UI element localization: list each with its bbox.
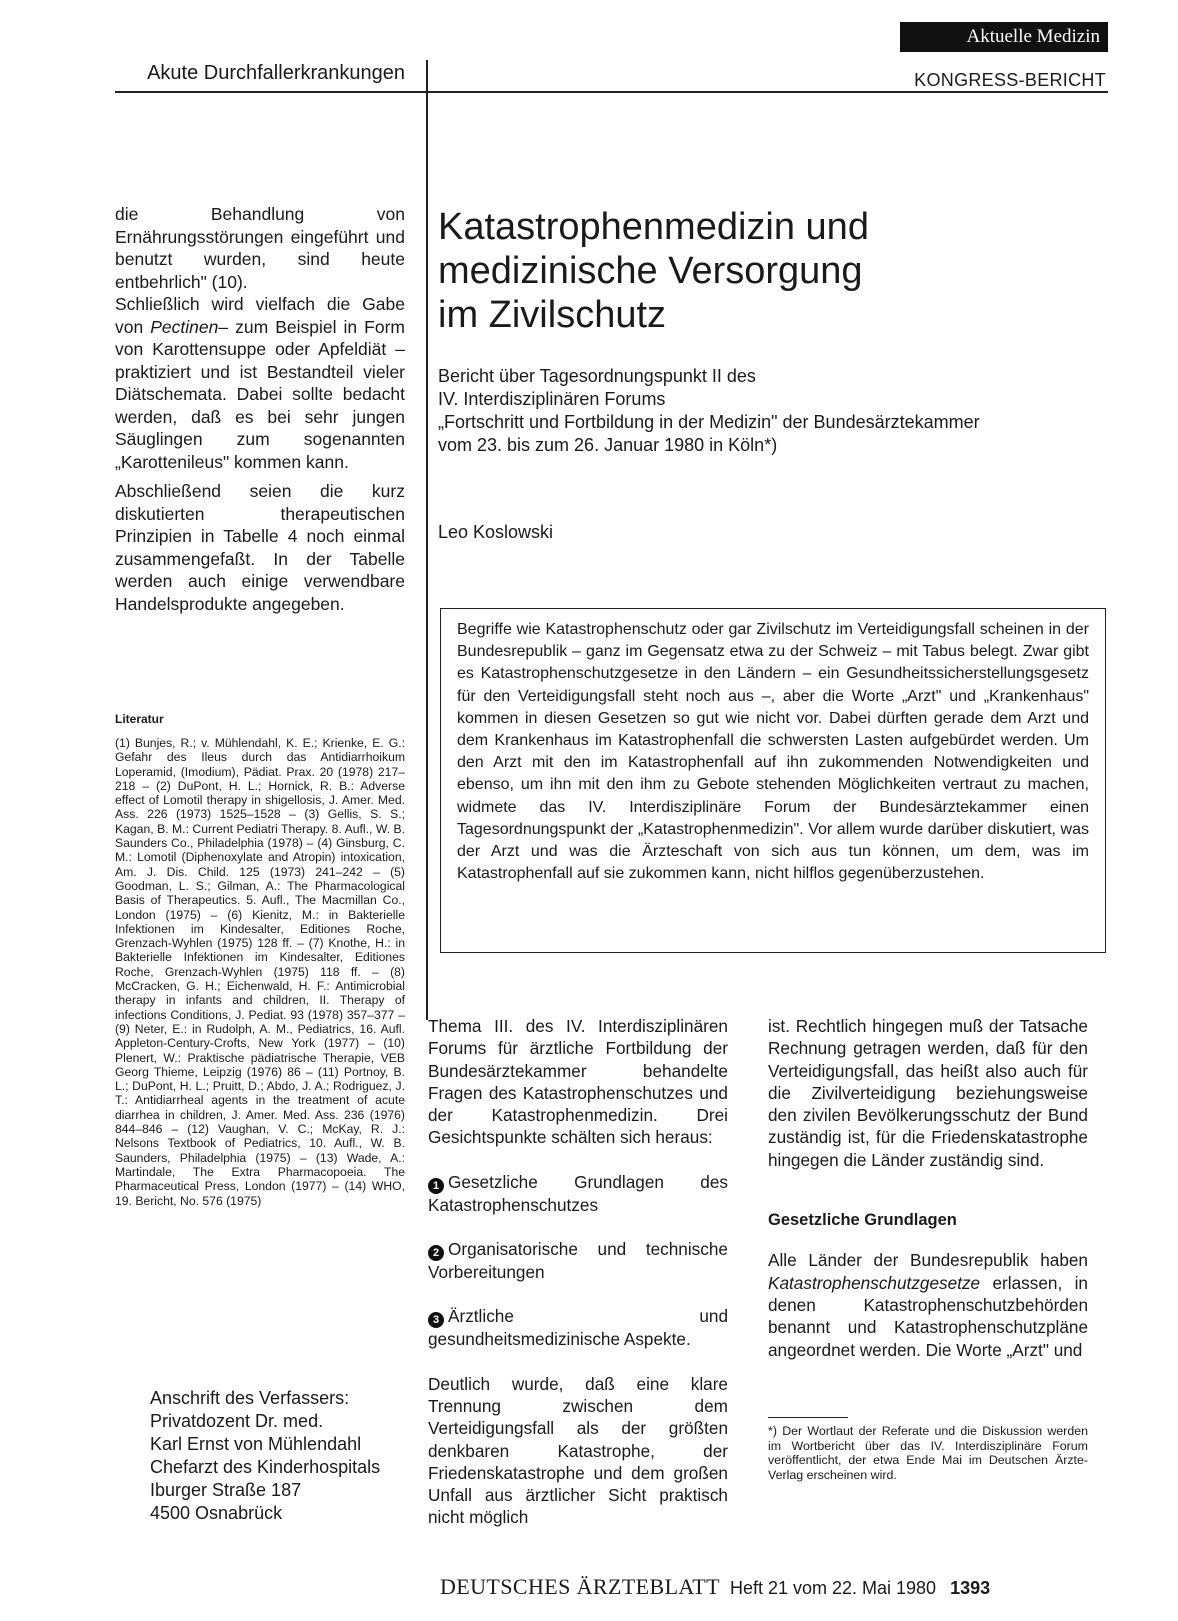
body-column-right [768, 1015, 1088, 1361]
point-3: 3 Ärztliche und gesundheitsmedizinische Aspekte. [428, 1306, 728, 1350]
header-rule-left [115, 91, 426, 93]
address-line: Karl Ernst von Mühlendahl [150, 1434, 362, 1454]
left-p1-text: die Behandlung von Ernährungsstörungen eingeführt und benutzt wurden, sind heute entbehrlich" (10). [115, 204, 405, 292]
point-1: 1 Gesetzliche Grundlagen des Katastrophenschutzes [428, 1171, 728, 1215]
journal-name: DEUTSCHES ÄRZTEBLATT [440, 1574, 720, 1599]
number-1-icon: 1 [428, 1178, 444, 1194]
subtitle-line: „Fortschritt und Fortbildung in der Medizin" der Bundesärztekammer [438, 412, 980, 432]
footnote-rule [768, 1417, 848, 1418]
header-rule-right [428, 91, 1108, 93]
left-paragraph-3 [115, 480, 405, 615]
address-line: 4500 Osnabrück [150, 1503, 283, 1523]
issue-info: Heft 21 vom 22. Mai 1980 [729, 1578, 937, 1598]
right-paragraph-1: ist. Rechtlich hingegen muß der Tatsache Rechnung getragen werden, daß für den Verteidigungsfall, das heißt also auch für die Zivilverteidigung beziehungsweise den zivilen Bevölkerungsschutz der Bund zuständig ist, für die Friedenskatastrophe hingegen die Länder zuständig sind. [768, 1016, 1088, 1170]
address-line: Anschrift des Verfassers: [150, 1388, 350, 1408]
left-p3-text: Abschließend seien die kurz diskutierten therapeutischen Prinzipien in Tabelle 4 noch einmal zusammengefaßt. In der Tabelle werden auch einige verwendbare Handelsprodukte angegeben. [115, 481, 405, 614]
title-line: Katastrophenmedizin und [438, 206, 869, 248]
address-line: Chefarzt des Kinderhospitals [150, 1457, 381, 1477]
right-paragraph-2: Alle Länder der Bundesrepublik haben Katastrophenschutzgesetze erlassen, in denen Katastrophenschutzbehörden benannt und Katastrophenschutzpläne angeordnet werden. Die Worte „Arzt" und [768, 1250, 1088, 1360]
literature-heading: Literatur [115, 712, 164, 726]
article-title [438, 205, 1078, 337]
address-line: Privatdozent Dr. med. [150, 1411, 324, 1431]
footnote: *) Der Wortlaut der Referate und die Diskussion werden im Wortbericht über das IV. Interdisziplinäre Forum veröffentlicht, der etwa Ende Mai im Deutschen Ärzte-Verlag erscheinen wird. [768, 1424, 1088, 1482]
literature-list: (1) Bunjes, R.; v. Mühlendahl, K. E.; Krienke, E. G.: Gefahr des Ileus durch das Antidiarrhoikum Loperamid, (Imodium), Pädiat. Prax. 20 (1978) 217–218 – (2) DuPont, H. L.; Hornick, R. B.: Adverse effect of Lomotil therapy in shigellosis, J. Amer. Med. Ass. 226 (1973) 1525–1528 – (3) Gellis, S. S.; Kagan, B. M.: Current Pediatri Therapy. 8. Aufl., W. B. Saunders Co., Philadelphia (1978) – (4) Ginsburg, C. M.: Lomotil (Diphenoxylate and Atropin) intoxication, Am. J. Dis. Child. 125 (1973) 241–242 – (5) Goodman, L. S.; Gilman, A.: The Pharmacological Basis of Therapeutics. 5. Aufl., The Macmillan Co., London (1975) – (6) Kienitz, M.: in Bakterielle Infektionen im Kindesalter, Editiones Roche, Grenzach-Wyhlen (1975) 128 ff. – (7) Knothe, H.: in Bakterielle Infektionen im Kindesalter, Editiones Roche, Grenzach-Wyhlen (1975) 118 ff. – (8) McCracken, G. H.; Eichenwald, H. F.: Antimicrobial therapy in infants and children, II. Therapy of infections Conditions, J. Pediat. 93 (1978) 357–377 – (9) Neter, E.: in Rudolph, A. M., Pediatrics, 16. Aufl. Appleton-Century-Crofts, New York (1977) – (10) Plenert, W.: Praktische pädiatrische Therapie, VEB Georg Thieme, Leipzig (1976) 86 – (11) Portnoy, B. L.; DuPont, H. L.; Pruitt, D.; Abdo, J. A.; Rodriguez, J. T.: Antidiarrheal agents in the treatment of acute diarrhea in children, J. Amer. Med. Ass. 236 (1976) 844–846 – (12) Vaughan, V. C.; McKay, R. J.: Nelsons Textbook of Pediatrics, 10. Aufl., W. B. Saunders, Philadelphia (1975) – (13) Wade, A.: Martindale, The Extra Pharmacopoeia. The Pharmaceutical Press, London (1977) – (14) WHO, 19. Bericht, No. 576 (1975) [115, 736, 405, 1208]
body-column-middle [428, 1015, 728, 1529]
left-running-title: Akute Durchfallerkrankungen [147, 62, 405, 84]
page-number: 1393 [950, 1578, 991, 1598]
subtitle-line: Bericht über Tagesordnungspunkt II des [438, 366, 756, 386]
abstract-text: Begriffe wie Katastrophenschutz oder gar Zivilschutz im Verteidigungsfall scheinen in der Bundesrepublik – ganz im Gegensatz etwa zu der Schweiz – mit Tabus belegt. Zwar gibt es Katastrophenschutzgesetze in den Ländern – ein Gesundheitssicherstellungsgesetz für den Verteidigungsfall steht noch aus –, aber die Worte „Arzt" und „Krankenhaus" kommen in diesen Gesetzen so gut wie nicht vor. Dabei dürften gerade dem Arzt und dem Krankenhaus im Katastrophenfall die schwersten Lasten aufgebürdet werden. Um den Arzt mit den im Katastrophenfall auf ihn zukommenden Notwendigkeiten und ebenso, um ihn mit den ihm zu Gebote stehenden Möglichkeiten vertraut zu machen, widmete das IV. Interdisziplinäre Forum der Bundesärztekammer einen Tagesordnungspunkt der „Katastrophenmedizin". Vor allem wurde darüber diskutiert, was der Arzt und was die Ärzteschaft von sich aus tun können, um dem, was im Katastrophenfall auf sie zukommen kann, nicht hilflos gegenüberzustehen. [457, 621, 1089, 883]
page-footer [440, 1574, 1100, 1600]
subtitle-line: vom 23. bis zum 26. Januar 1980 in Köln*) [438, 435, 778, 455]
intro-paragraph: Thema III. des IV. Interdisziplinären Forums für ärztliche Fortbildung der Bundesärztekammer behandelte Fragen des Katastrophenschutzes und der Katastrophenmedizin. Drei Gesichtspunkte schälten sich heraus: [428, 1016, 728, 1148]
title-line: im Zivilschutz [438, 294, 667, 336]
point-2: 2 Organisatorische und technische Vorbereitungen [428, 1239, 728, 1283]
title-line: medizinische Versorgung [438, 250, 863, 292]
number-2-icon: 2 [428, 1245, 444, 1261]
section-heading: Gesetzliche Grundlagen [768, 1211, 957, 1230]
article-subtitle [438, 365, 1118, 457]
number-3-icon: 3 [428, 1312, 444, 1328]
section-badge: Aktuelle Medizin [900, 22, 1108, 52]
abstract-box [440, 608, 1106, 953]
address-line: Iburger Straße 187 [150, 1480, 302, 1500]
left-paragraph-1 [115, 203, 405, 293]
column-divider [426, 60, 428, 1020]
subtitle-line: IV. Interdisziplinären Forums [438, 389, 666, 409]
left-p2-text: Schließlich wird vielfach die Gabe von Pectinen– zum Beispiel in Form von Karottensuppe oder Apfeldiät – praktiziert und ist Bestandteil vieler Diätschemata. Dabei sollte bedacht werden, daß es bei sehr jungen Säuglingen zum sogenannten „Karottenileus" kommen kann. [115, 294, 405, 472]
right-running-title: KONGRESS-BERICHT [914, 70, 1106, 90]
left-paragraph-2 [115, 293, 405, 473]
outro-paragraph: Deutlich wurde, daß eine klare Trennung zwischen dem Verteidigungsfall als der größten denkbaren Katastrophe, der Friedenskatastrophe und dem großen Unfall aus ärztlicher Sicht praktisch nicht möglich [428, 1373, 728, 1528]
article-author: Leo Koslowski [438, 522, 554, 542]
author-address [150, 1387, 420, 1525]
